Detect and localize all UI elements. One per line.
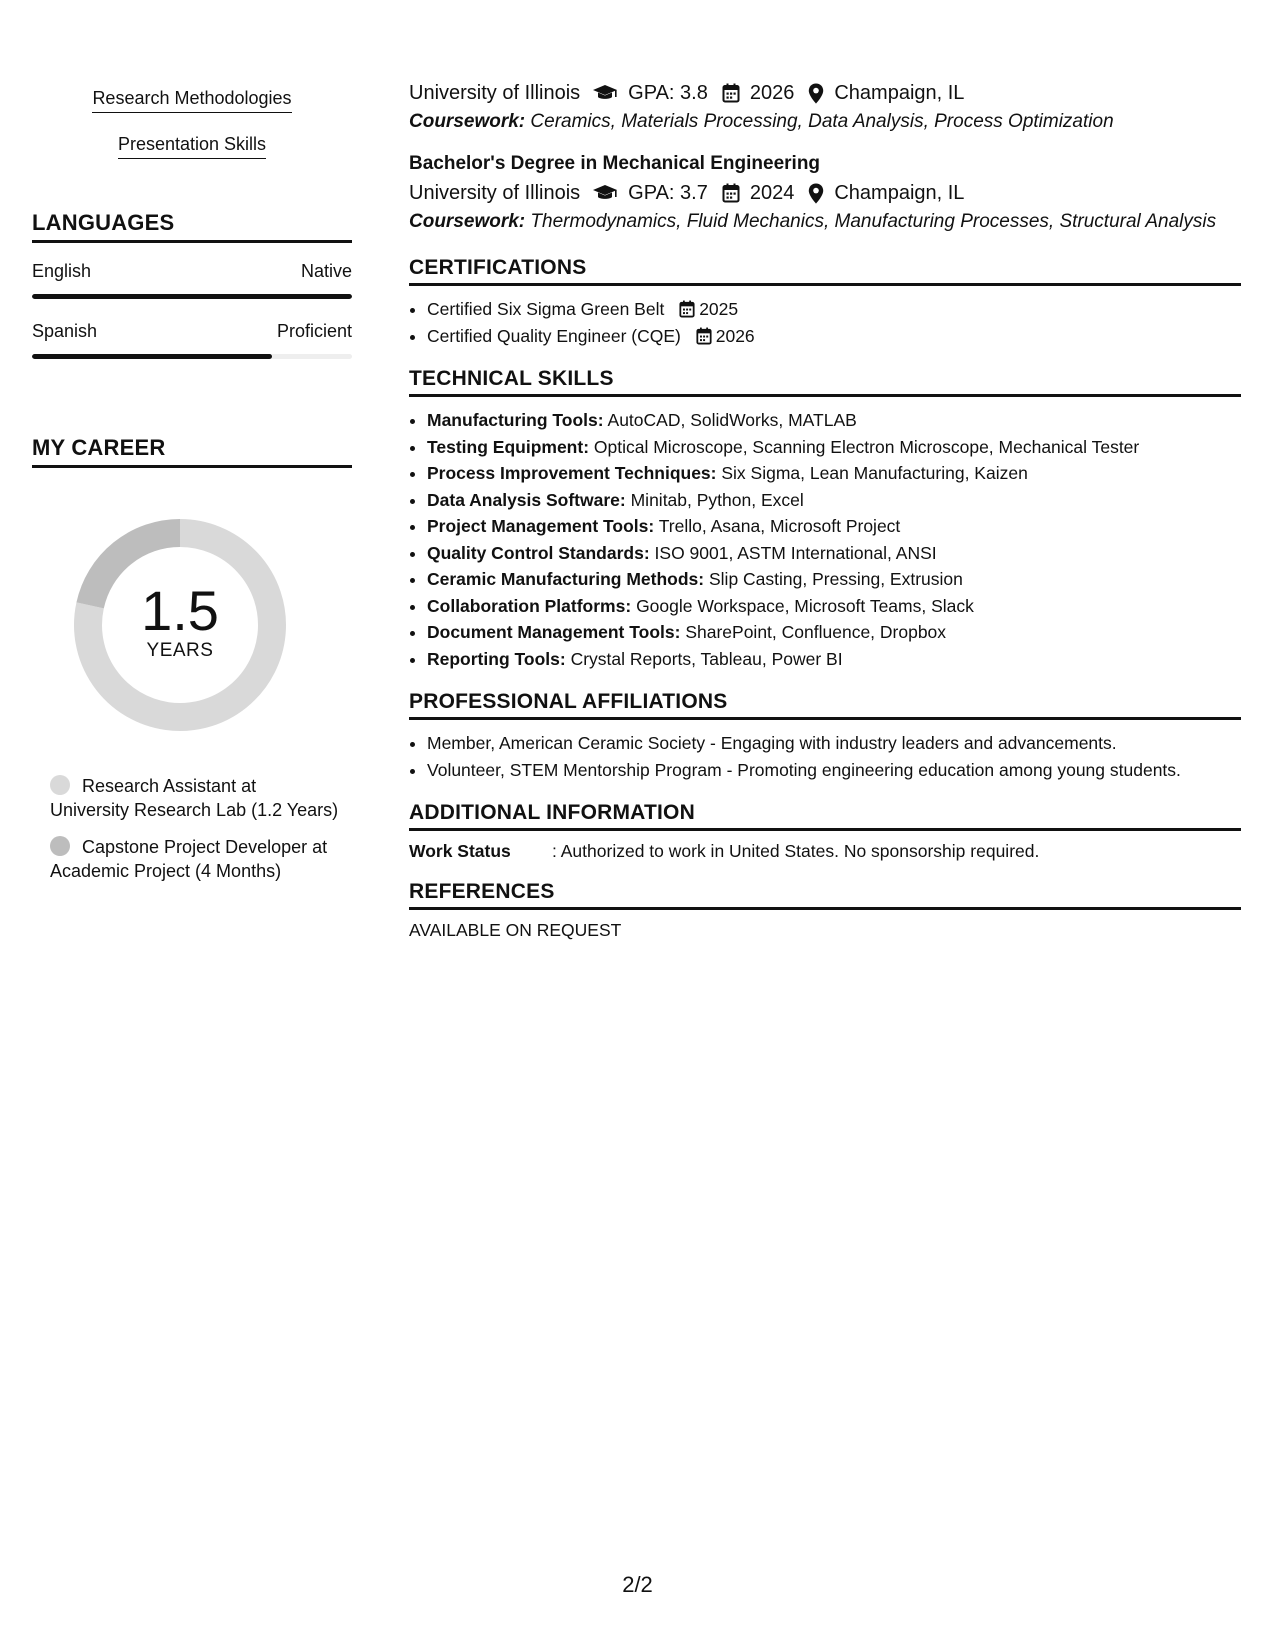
coursework-label: Coursework: [409, 211, 526, 232]
gpa: GPA: 3.7 [628, 181, 708, 204]
certifications-section [409, 256, 1241, 349]
skill-label: Reporting Tools: [427, 648, 566, 669]
school-name: University of Illinois [409, 181, 581, 204]
language-bar-fill [32, 294, 352, 299]
school-location: Champaign, IL [834, 81, 965, 104]
graduation-cap-icon [592, 84, 618, 102]
legend-dot-icon [50, 836, 70, 856]
coursework-text: Thermodynamics, Fluid Mechanics, Manufacturing Processes, Structural Analysis [530, 211, 1217, 232]
technical-skills-list [409, 407, 1241, 672]
calendar-icon [679, 300, 695, 318]
certifications-list [409, 296, 1241, 349]
skill-label: Ceramic Manufacturing Methods: [427, 569, 705, 589]
education-entry [409, 78, 1241, 134]
school-location: Champaign, IL [834, 181, 965, 204]
skill-value: Google Workspace, Microsoft Teams, Slack [636, 595, 974, 616]
references-section [409, 880, 1241, 941]
skill-tag: Presentation Skills [118, 134, 266, 159]
skill-value: SharePoint, Confluence, Dropbox [685, 622, 947, 642]
skill-item [427, 593, 1241, 620]
skill-item [427, 407, 1241, 434]
coursework [409, 110, 1241, 134]
skill-label: Testing Equipment: [427, 436, 590, 457]
school-name: University of Illinois [409, 81, 581, 104]
language-item [32, 261, 352, 299]
affiliations-list [409, 730, 1241, 783]
graduation-cap-icon [592, 184, 618, 202]
education-entry [409, 150, 1241, 234]
career-section [32, 435, 352, 883]
skill-label: Document Management Tools: [427, 622, 681, 642]
affiliations-section [409, 690, 1241, 783]
work-status-label: Work Status [409, 841, 511, 861]
career-total-unit: YEARS [146, 640, 214, 661]
language-bar [32, 294, 352, 299]
coursework-text: Ceramics, Materials Processing, Data Analysis, Process Optimization [530, 111, 1114, 132]
page-number: 2/2 [622, 1572, 653, 1597]
skill-value: Trello, Asana, Microsoft Project [658, 516, 901, 536]
skill-item [427, 460, 1241, 487]
calendar-icon [722, 183, 740, 203]
work-status-value: : Authorized to work in United States. No sponsorship required. [552, 841, 1040, 861]
career-donut [67, 512, 293, 738]
affiliation-item: • Volunteer, STEM Mentorship Program - Promoting engineering education among young students. [427, 757, 1241, 784]
degree-title: Bachelor's Degree in Mechanical Engineering [409, 153, 821, 174]
right-column [409, 78, 1241, 941]
skill-item [427, 487, 1241, 514]
additional-info-section [409, 801, 1241, 862]
career-legend-item [50, 774, 340, 822]
skill-value: Six Sigma, Lean Manufacturing, Kaizen [721, 463, 1028, 483]
references-title: REFERENCES [409, 880, 1241, 910]
languages-section [32, 210, 352, 359]
skill-value: AutoCAD, SolidWorks, MATLAB [607, 410, 857, 430]
skill-label: Data Analysis Software: [427, 489, 626, 510]
graduation-year: 2026 [749, 81, 795, 104]
certification-name: Certified Quality Engineer (CQE) [427, 325, 681, 346]
certification-item [427, 323, 1241, 350]
technical-skills-section [409, 367, 1241, 672]
certification-year: 2026 [715, 325, 755, 346]
skill-label: Project Management Tools: [427, 516, 655, 536]
skill-item [427, 619, 1241, 646]
coursework [409, 210, 1241, 234]
affiliation-item: • Member, American Ceramic Society - Engaging with industry leaders and advancements. [427, 730, 1241, 757]
skill-label: Quality Control Standards: [427, 542, 650, 563]
references-text: AVAILABLE ON REQUEST [409, 920, 622, 940]
affiliations-title: PROFESSIONAL AFFILIATIONS [409, 690, 1241, 720]
coursework-label: Coursework: [409, 111, 526, 132]
certification-item [427, 296, 1241, 323]
career-total-value: 1.5 [141, 579, 219, 642]
calendar-icon [696, 327, 712, 345]
skill-value: Minitab, Python, Excel [630, 489, 804, 510]
career-legend [50, 774, 340, 883]
left-column [32, 80, 352, 896]
skill-tag: Research Methodologies [92, 88, 291, 113]
career-donut-center [67, 512, 293, 738]
language-name: Spanish [32, 321, 98, 341]
career-title: MY CAREER [32, 435, 352, 468]
career-legend-text: Capstone Project Developer at Academic Project (4 Months) [50, 837, 328, 881]
education-meta [409, 78, 1241, 108]
skill-label: Manufacturing Tools: [427, 410, 604, 430]
calendar-icon [722, 83, 740, 103]
skill-label: Collaboration Platforms: [427, 595, 632, 616]
map-pin-icon [808, 83, 824, 104]
skill-label: Process Improvement Techniques: [427, 463, 717, 483]
gpa: GPA: 3.8 [628, 81, 708, 104]
skill-item [427, 566, 1241, 593]
additional-info-title: ADDITIONAL INFORMATION [409, 801, 1241, 831]
career-legend-text: Research Assistant at University Research Lab (1.2 Years) [50, 776, 339, 820]
certifications-title: CERTIFICATIONS [409, 256, 1241, 286]
skill-tags [32, 80, 352, 172]
language-name: English [32, 261, 92, 281]
certification-year: 2025 [699, 299, 739, 319]
graduation-year: 2024 [749, 181, 795, 204]
certification-name: Certified Six Sigma Green Belt [427, 299, 665, 319]
languages-title: LANGUAGES [32, 210, 352, 243]
skill-value: Slip Casting, Pressing, Extrusion [709, 569, 963, 589]
career-legend-item [50, 835, 340, 883]
language-bar-fill [32, 354, 272, 359]
legend-dot-icon [50, 775, 70, 795]
skill-value: Optical Microscope, Scanning Electron Microscope, Mechanical Tester [593, 436, 1140, 457]
technical-skills-title: TECHNICAL SKILLS [409, 367, 1241, 397]
language-bar [32, 354, 352, 359]
work-status-row [409, 841, 1241, 862]
skill-item [427, 540, 1241, 567]
language-level: Proficient [276, 321, 352, 341]
skill-item [427, 434, 1241, 461]
skill-item [427, 646, 1241, 673]
skill-value: ISO 9001, ASTM International, ANSI [654, 542, 937, 563]
language-level: Native [300, 261, 352, 281]
map-pin-icon [808, 183, 824, 204]
education-meta [409, 178, 1241, 208]
skill-item [427, 513, 1241, 540]
skill-value: Crystal Reports, Tableau, Power BI [570, 648, 843, 669]
language-item [32, 321, 352, 359]
